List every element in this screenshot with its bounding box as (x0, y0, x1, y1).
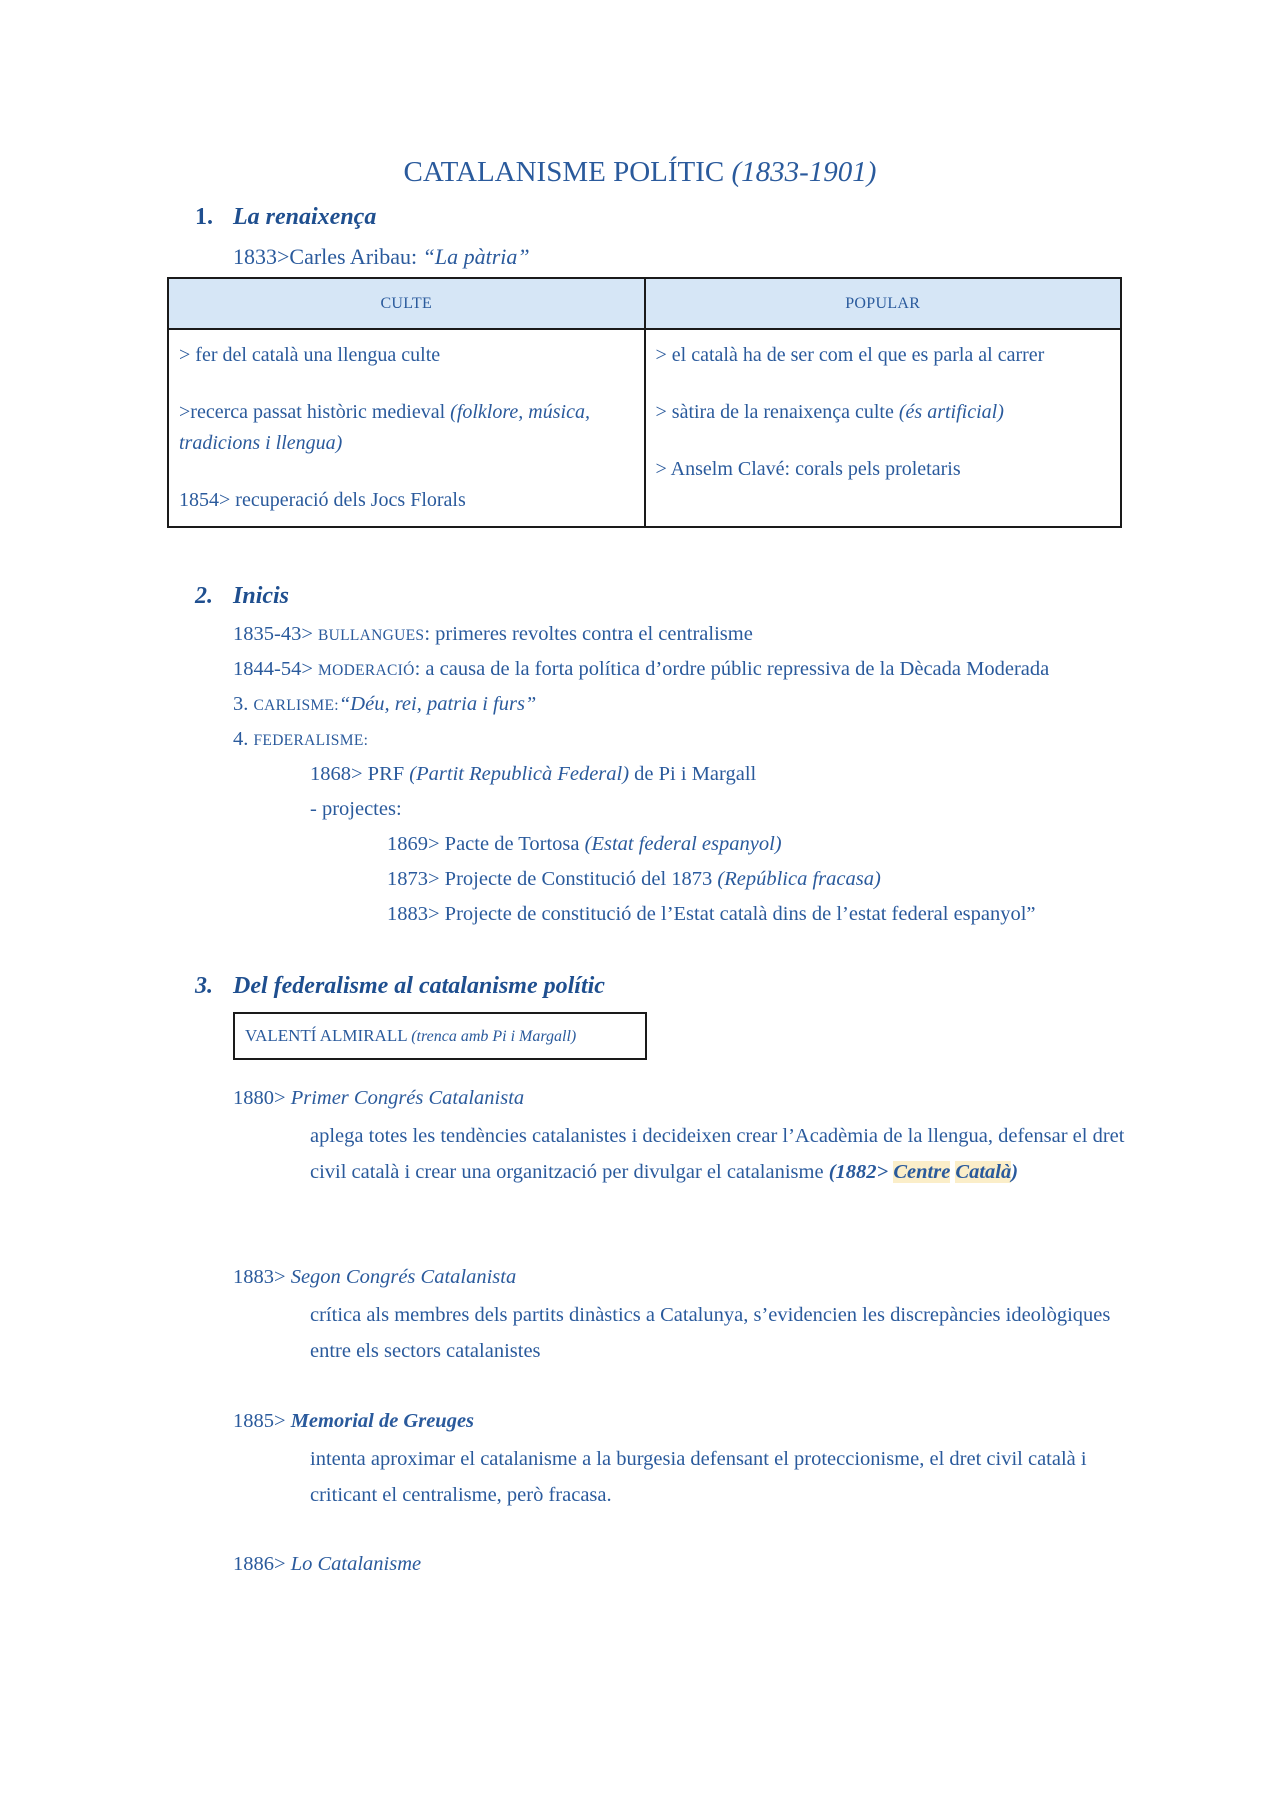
line-italic: (Estat federal espanyol) (584, 833, 782, 855)
event-1883 (233, 1266, 516, 1289)
line-number: 4. (233, 728, 254, 750)
event-title: Memorial de Greuges (290, 1410, 475, 1432)
event-year: 1880> (233, 1087, 291, 1109)
section-number: 3. (195, 973, 213, 999)
intro-year: 1833>Carles Aribau: (233, 244, 423, 269)
item-text: > sàtira de la renaixença culte (655, 401, 899, 423)
box-name: VALENTÍ ALMIRALL (245, 1026, 412, 1045)
event-1880 (233, 1087, 524, 1110)
list-item: > Anselm Clavé: corals pels proletaris (655, 458, 961, 480)
line-text: 1873> Projecte de Constitució del 1873 (387, 868, 718, 890)
line-text: 1868> PRF (310, 763, 410, 785)
paragraph-paren: ) (1011, 1161, 1019, 1183)
line-term: FEDERALISME: (253, 732, 369, 749)
line-term: BULLANGUES (318, 627, 425, 644)
section-title: La renaixença (233, 204, 377, 230)
almirall-box (233, 1012, 647, 1060)
section-title: Inicis (233, 583, 290, 609)
line-year: 1835-43> (233, 623, 319, 645)
line-text: de Pi i Margall (629, 763, 757, 785)
list-item: > el català ha de ser com el que es parla al carrer (655, 344, 1045, 366)
section-1-heading (195, 204, 376, 231)
page-title (0, 156, 1280, 189)
prf-line (310, 763, 756, 786)
item-text: >recerca passat històric medieval (179, 401, 451, 423)
event-year: 1885> (233, 1410, 291, 1432)
line-italic: (Partit Republicà Federal) (409, 763, 630, 785)
column-header-culte: CULTE (168, 278, 645, 329)
list-item: 1854> recuperació dels Jocs Florals (179, 489, 466, 511)
event-1885-text: intenta aproximar el catalanisme a la burgesia defensant el proteccionisme, el dret civil català i criticant el centralisme, però fracasa. (310, 1448, 1087, 1506)
paragraph-paren: (1882> (828, 1161, 894, 1183)
event-title: Primer Congrés Catalanista (290, 1087, 525, 1109)
line-text: : primeres revoltes contra el centralisme (424, 623, 753, 645)
line-text: 1869> Pacte de Tortosa (387, 833, 585, 855)
item-italic: (folklore, música, tradicions i llengua) (179, 401, 590, 454)
intro-line (233, 244, 530, 270)
event-year: 1886> (233, 1553, 291, 1575)
projectes-label: - projectes: (310, 798, 402, 820)
intro-work: “La pàtria” (422, 244, 530, 269)
list-item (656, 397, 1111, 428)
list-item (179, 397, 634, 459)
event-1886 (233, 1553, 421, 1576)
project-3: 1883> Projecte de constitució de l’Estat català dins de l’estat federal espanyol” (387, 903, 1036, 925)
culte-cell (168, 329, 645, 527)
project-2 (387, 868, 881, 891)
section-2-heading (195, 583, 289, 610)
event-year: 1883> (233, 1266, 291, 1288)
event-1885 (233, 1410, 474, 1433)
event-1883-text: crítica als membres dels partits dinàstics a Catalunya, s’evidencien les discrepàncies ideològiques entre els sectors catalanistes (310, 1304, 1111, 1362)
line-number: 3. (233, 693, 254, 715)
highlight-text: Centre (893, 1161, 951, 1183)
title-years: (1833-1901) (731, 156, 877, 188)
highlight-text: Català (955, 1161, 1012, 1183)
list-item: > fer del català una llengua culte (179, 344, 441, 366)
section-number: 1. (195, 204, 213, 230)
line-term: MODERACIÓ (318, 662, 415, 679)
project-1 (387, 833, 782, 856)
paragraph-text: aplega totes les tendències catalanistes i decideixen crear l’Acadèmia de la llengua, defensar el dret civil català i crear una organització per divulgar el catalanisme (310, 1125, 1125, 1183)
inicis-line-3 (233, 693, 536, 716)
inicis-line-2 (233, 658, 1049, 681)
item-italic: (és artificial) (898, 401, 1004, 423)
event-1880-text (310, 1118, 1130, 1190)
table-row (168, 329, 1121, 527)
title-text: CATALANISME POLÍTIC (403, 156, 725, 188)
inicis-line-4 (233, 728, 368, 751)
section-title: Del federalisme al catalanisme polític (233, 973, 605, 999)
line-term: CARLISME: (253, 697, 339, 714)
renaixenca-table (167, 277, 1122, 528)
section-3-heading (195, 973, 605, 1000)
event-title: Lo Catalanisme (290, 1553, 422, 1575)
line-year: 1844-54> (233, 658, 319, 680)
column-header-popular: POPULAR (645, 278, 1122, 329)
table-header-row (168, 278, 1121, 329)
line-italic: “Déu, rei, patria i furs” (338, 693, 537, 715)
line-italic: (República fracasa) (717, 868, 881, 890)
line-text: : a causa de la forta política d’ordre públic repressiva de la Dècada Moderada (414, 658, 1050, 680)
section-number: 2. (195, 583, 213, 609)
box-italic: (trenca amb Pi i Margall) (411, 1028, 577, 1045)
inicis-line-1 (233, 623, 753, 646)
event-title: Segon Congrés Catalanista (290, 1266, 517, 1288)
popular-cell (645, 329, 1122, 527)
